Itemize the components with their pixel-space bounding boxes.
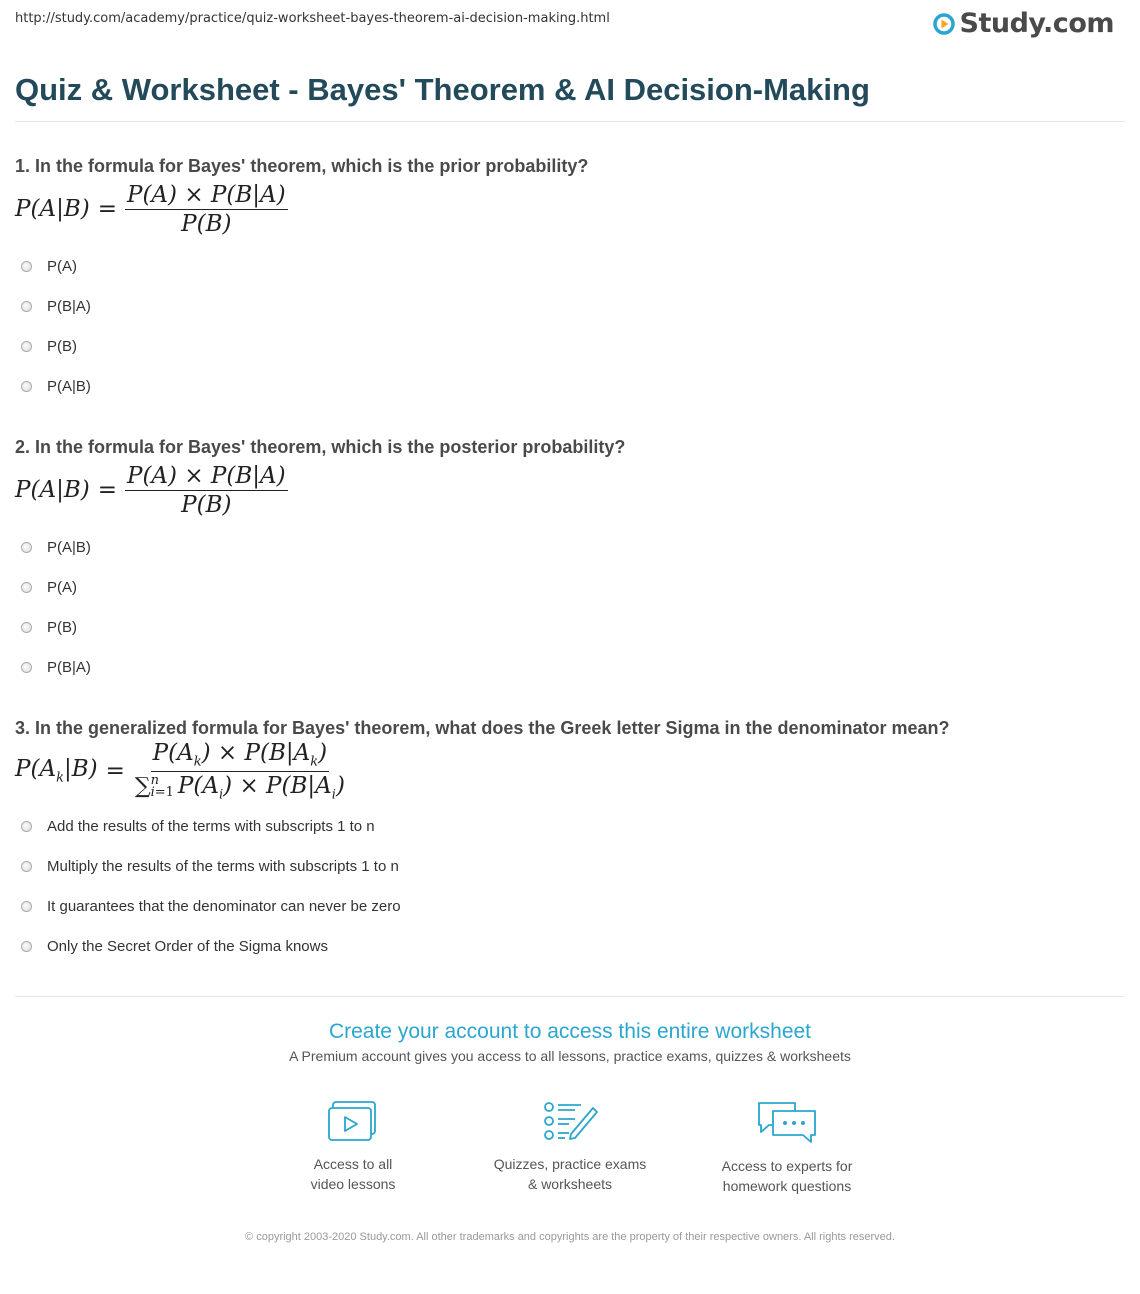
cta-divider — [15, 996, 1125, 997]
radio-button[interactable] — [21, 901, 32, 912]
formula-equals: = — [97, 196, 117, 222]
premium-features — [0, 1100, 1140, 1196]
radio-button[interactable] — [21, 941, 32, 952]
answer-option[interactable]: P(B|A) — [15, 647, 1125, 687]
feature-video-lessons — [245, 1100, 462, 1196]
answer-option[interactable]: P(A|B) — [15, 527, 1125, 567]
page-title: Quiz & Worksheet - Bayes' Theorem & AI Decision-Making — [15, 72, 870, 107]
answer-option[interactable]: P(A) — [15, 567, 1125, 607]
premium-cta — [0, 1020, 1140, 1064]
answer-options — [15, 806, 1125, 966]
answer-option[interactable]: P(B|A) — [15, 286, 1125, 326]
formula-lhs: P(A|B) — [15, 477, 90, 503]
formula-fraction — [125, 463, 288, 518]
bayes-general-formula — [15, 740, 1125, 802]
answer-option[interactable]: It guarantees that the denominator can never be zero — [15, 886, 1125, 926]
logo-wordmark: Study.com — [959, 8, 1114, 39]
question-3 — [15, 718, 1125, 966]
formula-equals: = — [97, 477, 117, 503]
answer-option[interactable]: P(B) — [15, 326, 1125, 366]
sigma-symbol: ∑ — [134, 773, 151, 799]
feature-label: Quizzes, practice exams & worksheets — [493, 1156, 647, 1192]
formula-denominator: ∑ n i=1 $P(A_i) \times P(B|A_i)$ — [134, 772, 345, 803]
answer-options — [15, 246, 1125, 406]
feature-label: Access to experts for homework questions — [721, 1158, 853, 1194]
answer-option[interactable]: P(A) — [15, 246, 1125, 286]
radio-button[interactable] — [21, 821, 32, 832]
radio-button[interactable] — [21, 622, 32, 633]
radio-button[interactable] — [21, 542, 32, 553]
feature-quizzes — [462, 1100, 679, 1196]
question-1 — [15, 156, 1125, 406]
video-lessons-icon — [327, 1100, 379, 1144]
radio-button[interactable] — [21, 301, 32, 312]
answer-option[interactable]: Multiply the results of the terms with subscripts 1 to n — [15, 846, 1125, 886]
formula-equals: = — [105, 758, 125, 784]
formula-numerator: P(A) × P(B|A) — [126, 181, 286, 208]
formula-numerator: $P(A_k) \times P(B|A_k)$ — [152, 739, 328, 770]
expert-chat-icon — [755, 1100, 819, 1146]
formula-lhs: $P(A_k|B)$ — [15, 756, 98, 786]
answer-option[interactable]: Only the Secret Order of the Sigma knows — [15, 926, 1125, 966]
question-title: 2. In the formula for Bayes' theorem, which is the posterior probability? — [15, 437, 626, 457]
title-divider — [15, 121, 1125, 122]
answer-option[interactable]: P(A|B) — [15, 366, 1125, 406]
radio-button[interactable] — [21, 861, 32, 872]
radio-button[interactable] — [21, 261, 32, 272]
question-2 — [15, 437, 1125, 687]
radio-button[interactable] — [21, 662, 32, 673]
cta-title-link[interactable]: Create your account to access this entire worksheet — [328, 1020, 812, 1043]
radio-button[interactable] — [21, 341, 32, 352]
play-circle-logo-icon — [933, 13, 955, 35]
formula-fraction — [125, 182, 288, 237]
answer-options — [15, 527, 1125, 687]
formula-lhs: P(A|B) — [15, 196, 90, 222]
question-title: 1. In the formula for Bayes' theorem, which is the prior probability? — [15, 156, 589, 176]
cta-subtitle: A Premium account gives you access to all lessons, practice exams, quizzes & worksheets — [289, 1048, 851, 1064]
question-title: 3. In the generalized formula for Bayes' theorem, what does the Greek letter Sigma in the denominator mean? — [15, 718, 950, 738]
study-logo[interactable] — [933, 8, 1114, 39]
formula-denominator: P(B) — [181, 210, 232, 237]
radio-button[interactable] — [21, 582, 32, 593]
feature-experts — [679, 1100, 896, 1196]
bayes-formula — [15, 178, 1125, 240]
formula-numerator: P(A) × P(B|A) — [126, 462, 286, 489]
page-url: http://study.com/academy/practice/quiz-worksheet-bayes-theorem-ai-decision-making.html — [15, 11, 610, 26]
answer-option[interactable]: Add the results of the terms with subscripts 1 to n — [15, 806, 1125, 846]
copyright-notice: © copyright 2003-2020 Study.com. All other trademarks and copyrights are the property of their respective owners. All rights reserved. — [245, 1231, 895, 1243]
radio-button[interactable] — [21, 381, 32, 392]
formula-denominator: P(B) — [181, 491, 232, 518]
bayes-formula — [15, 459, 1125, 521]
formula-fraction — [133, 740, 347, 802]
answer-option[interactable]: P(B) — [15, 607, 1125, 647]
quiz-checklist-icon — [541, 1100, 599, 1144]
feature-label: Access to all video lessons — [310, 1156, 396, 1192]
